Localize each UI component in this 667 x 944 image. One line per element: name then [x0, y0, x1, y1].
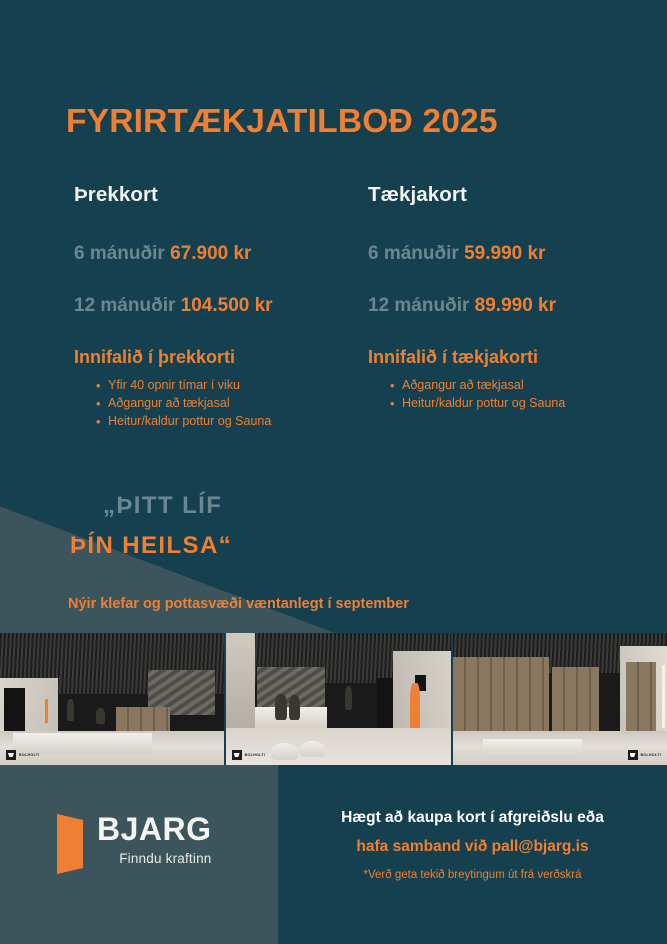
watermark-label: BOLHOLTI: [244, 752, 266, 757]
price-duration: 6 mánuðir: [74, 243, 165, 264]
door-icon: [4, 688, 24, 736]
person-figure: [289, 695, 300, 720]
photo-watermark: [232, 750, 266, 760]
plan-name: Tækjakort: [368, 183, 467, 206]
bolholti-mark-icon: [6, 750, 16, 760]
watermark-label: BOLHOLTI: [640, 752, 661, 757]
locker-bank-center: [552, 667, 599, 733]
price-amount: 59.990 kr: [464, 243, 546, 264]
photo-watermark: [628, 750, 662, 760]
contact-line-1: Hægt að kaupa kort í afgreiðslu eða: [341, 809, 604, 826]
brand-logo: [57, 812, 212, 874]
contact-block: [278, 809, 667, 881]
locker-bank-left: [453, 657, 549, 739]
person-figure: [96, 708, 105, 724]
price-duration: 12 mánuðir: [368, 295, 470, 316]
price-amount: 67.900 kr: [170, 243, 252, 264]
price-row: [368, 243, 658, 265]
bolholti-mark-icon: [232, 750, 242, 760]
locker-bank-right: [626, 662, 656, 733]
watermark-label: BOLHOLTI: [19, 752, 40, 757]
bjarg-mark-icon: [57, 814, 83, 874]
logo-wordmark: BJARG: [97, 811, 212, 847]
included-list: [74, 377, 364, 430]
gallery-photo-corridor: [226, 633, 454, 765]
photo-watermark: [6, 750, 40, 760]
chair: [271, 743, 298, 760]
slogan-line-1: „ÞITT LÍF: [103, 492, 223, 519]
included-list: [368, 377, 658, 412]
list-item: • Heitur/kaldur pottur og Sauna: [390, 395, 658, 412]
logo-tagline: Finndu kraftinn: [119, 851, 212, 866]
wall-left: [226, 633, 255, 728]
gallery-strip: [0, 633, 667, 765]
logo-text-block: [97, 812, 212, 866]
bench: [483, 739, 581, 759]
gallery-photo-reception: [0, 633, 226, 765]
page-title: FYRIRTÆKJATILBOÐ 2025: [66, 103, 498, 140]
price-disclaimer: *Verð geta tekið breytingum út frá verðskrá: [363, 869, 582, 881]
gallery-photo-lockers: [453, 633, 667, 765]
price-duration: 6 mánuðir: [368, 243, 459, 264]
person-figure: [67, 699, 74, 721]
list-item: • Yfir 40 opnir tímar í viku: [96, 377, 364, 394]
notice-text: Nýir klefar og pottasvæði væntanlegt í september: [68, 596, 409, 612]
price-amount: 89.990 kr: [474, 295, 557, 316]
list-item: • Aðgangur að tækjasal: [390, 377, 658, 394]
price-amount: 104.500 kr: [180, 295, 273, 316]
bolholti-mark-icon: [628, 750, 638, 760]
light-strip: [662, 665, 665, 728]
included-title: Innifalið í þrekkorti: [74, 347, 236, 367]
list-item: • Aðgangur að tækjasal: [96, 395, 364, 412]
plan-card-taekjakort: [368, 183, 658, 413]
included-title: Innifalið í tækjakorti: [368, 347, 539, 367]
person-figure: [275, 694, 286, 720]
footer: [0, 765, 667, 944]
slogan: [70, 492, 232, 560]
accent-strip: [45, 699, 49, 723]
slogan-line-2: ÞÍN HEILSA“: [70, 532, 233, 559]
plan-card-threkkort: [74, 183, 364, 431]
price-duration: 12 mánuðir: [74, 295, 176, 316]
list-item: • Heitur/kaldur pottur og Sauna: [96, 413, 364, 430]
chair: [300, 741, 325, 757]
person-figure: [345, 686, 352, 710]
contact-email-line[interactable]: hafa samband við pall@bjarg.is: [356, 838, 589, 855]
price-row: [74, 243, 364, 265]
price-row: [368, 295, 658, 317]
price-row: [74, 295, 364, 317]
plan-name: Þrekkort: [74, 183, 158, 206]
